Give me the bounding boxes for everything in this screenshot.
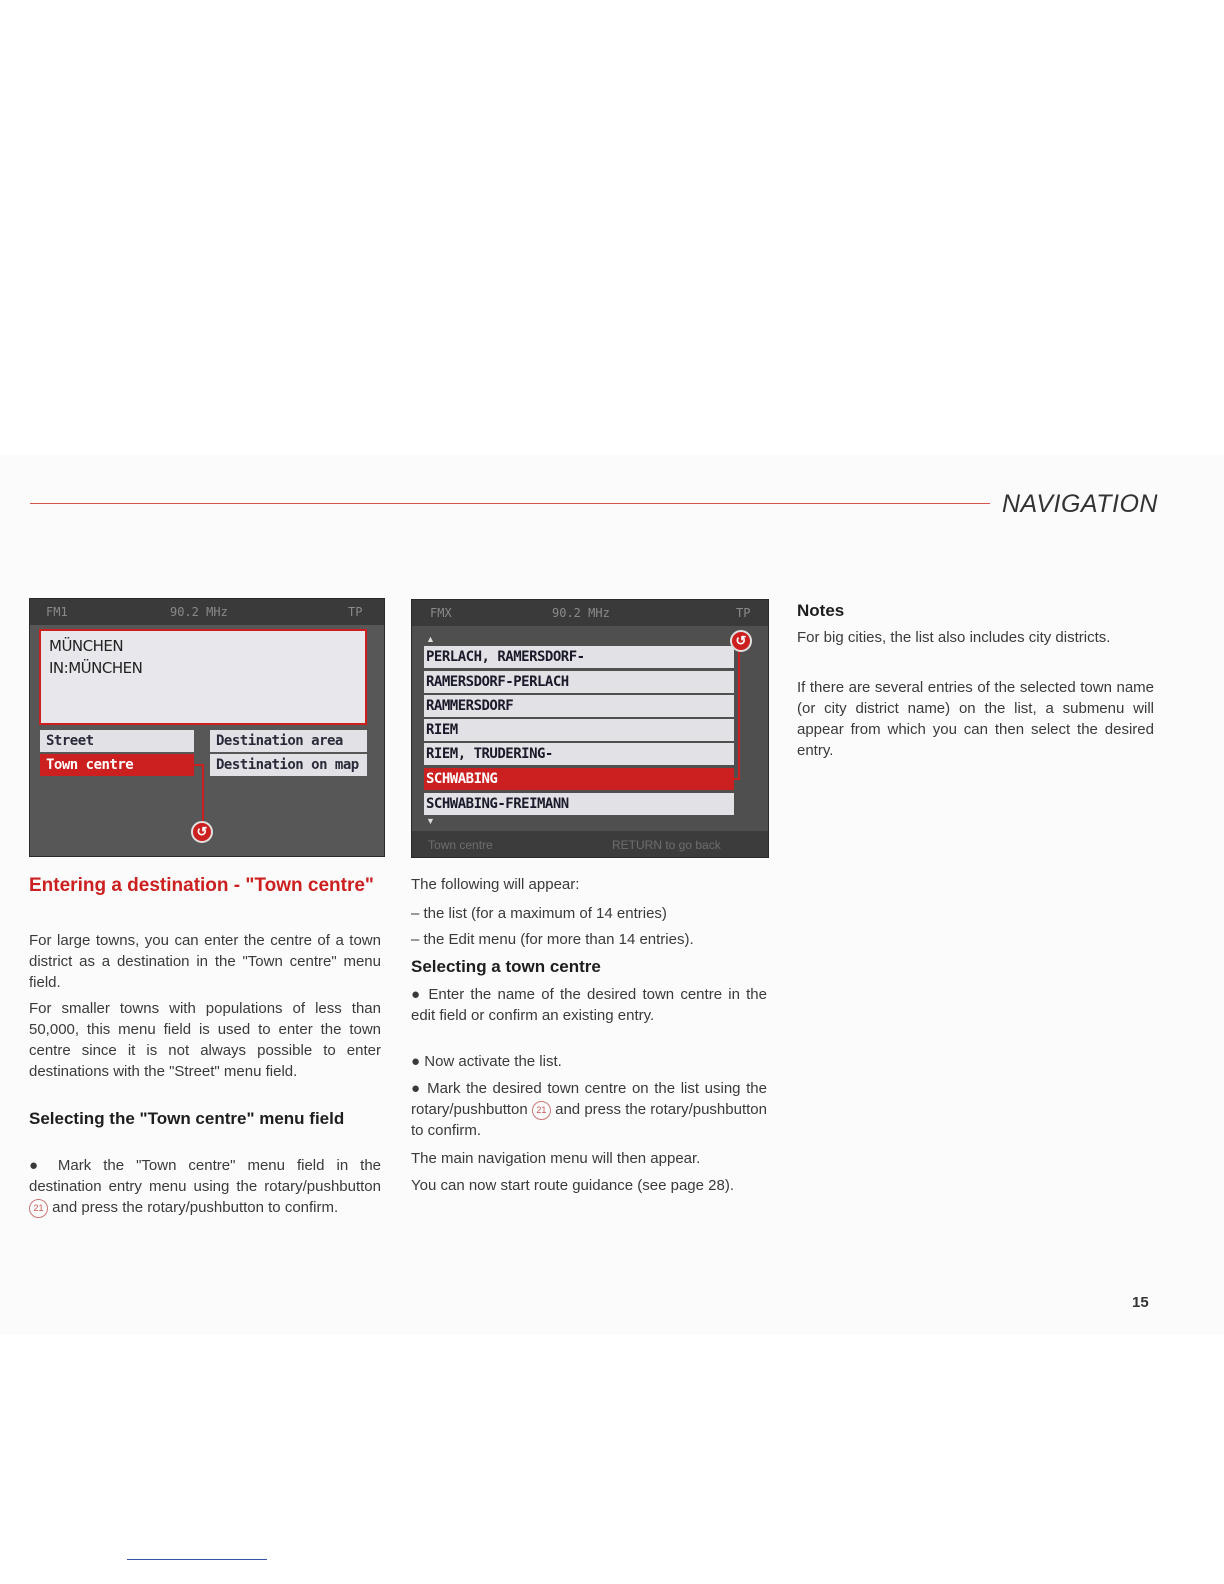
tp-label: TP xyxy=(736,606,751,620)
column2-paragraph-2: You can now start route guidance (see page 28). xyxy=(411,1177,734,1194)
list-item[interactable]: RAMERSDORF-PERLACH xyxy=(424,671,734,693)
screen-destination-menu xyxy=(29,598,385,857)
page-number: 15 xyxy=(1132,1294,1149,1311)
column1-paragraph-2: For smaller towns with populations of less than 50,000, this menu field is used to enter the town centre since it is not always possible to enter destinations with the "Street" menu field. xyxy=(29,1000,381,1080)
connector-line xyxy=(738,650,740,780)
rotary-knob-icon: ↺ xyxy=(191,821,213,843)
band-label: FM1 xyxy=(46,605,68,619)
footer-left-label: Town centre xyxy=(428,838,493,852)
notes-paragraph-2: If there are several entries of the selected town name (or city district name) on the list, a submenu will appear from which you can then select the desired entry. xyxy=(797,679,1154,759)
status-bar xyxy=(412,600,768,626)
column2-dash-2: – the Edit menu (for more than 14 entries). xyxy=(411,931,694,948)
column2-intro: The following will appear: xyxy=(411,876,580,893)
rotary-button-ref-icon: 21 xyxy=(29,1199,48,1218)
connector-line xyxy=(202,764,204,826)
column2-paragraph-1: The main navigation menu will then appear. xyxy=(411,1150,701,1167)
band-label: FMX xyxy=(430,606,452,620)
edit-line-town: MÜNCHEN xyxy=(49,637,124,655)
rotary-button-ref-icon: 21 xyxy=(532,1101,551,1120)
list-item[interactable]: PERLACH, RAMERSDORF- xyxy=(424,646,734,668)
tp-label: TP xyxy=(348,605,363,619)
bullet-text: Now activate the list. xyxy=(424,1053,562,1070)
status-bar xyxy=(30,599,384,625)
footer-right-label: RETURN to go back xyxy=(612,838,721,852)
bullet-text-b: and press the rotary/pushbutton to confirm. xyxy=(52,1199,339,1216)
screen-footer xyxy=(412,831,768,857)
scroll-up-icon[interactable]: ▲ xyxy=(426,634,435,644)
menu-town-centre[interactable]: Town centre xyxy=(40,754,194,776)
bottom-rule xyxy=(127,1559,267,1560)
menu-destination-on-map[interactable]: Destination on map xyxy=(210,754,367,776)
header-rule xyxy=(30,503,990,504)
edit-line-district: IN:MÜNCHEN xyxy=(49,659,143,677)
column2-bullet-2: ● Now activate the list. xyxy=(411,1053,562,1070)
edit-field[interactable] xyxy=(39,629,367,725)
column1-paragraph-1: For large towns, you can enter the centre of a town district as a destination in the "Town centre" menu field. xyxy=(29,932,381,991)
list-item-selected[interactable]: SCHWABING xyxy=(424,768,734,790)
column2-bullet-1: ● Enter the name of the desired town centre in the edit field or confirm an existing entry. xyxy=(411,986,767,1024)
list-item[interactable]: RIEM xyxy=(424,719,734,741)
column2-dash-1: – the list (for a maximum of 14 entries) xyxy=(411,905,667,922)
notes-heading: Notes xyxy=(797,601,845,620)
frequency-label: 90.2 MHz xyxy=(552,606,610,620)
bullet-text-a: Mark the "Town centre" menu field in the destination entry menu using the rotary/pushbutton xyxy=(29,1157,382,1195)
bullet-text-a: Mark the desired town centre on the list using the rotary/pushbutton xyxy=(411,1080,767,1118)
list-item[interactable]: RAMMERSDORF xyxy=(424,695,734,717)
screen-town-list xyxy=(411,599,769,858)
column2-bullet-3: ● Mark the desired town centre on the list using the rotary/pushbutton 21 and press the rotary/pushbutton to confirm. xyxy=(411,1080,767,1139)
menu-street[interactable]: Street xyxy=(40,730,194,752)
list-item[interactable]: RIEM, TRUDERING- xyxy=(424,743,734,765)
connector-line xyxy=(194,764,202,766)
notes-paragraph-1: For big cities, the list also includes city districts. xyxy=(797,629,1111,646)
bullet-text: Enter the name of the desired town centre in the edit field or confirm an existing entry. xyxy=(411,986,767,1024)
frequency-label: 90.2 MHz xyxy=(170,605,228,619)
column2-subheading: Selecting a town centre xyxy=(411,957,601,976)
menu-destination-area[interactable]: Destination area xyxy=(210,730,367,752)
rotary-knob-icon: ↺ xyxy=(730,630,752,652)
bullet-text-b: and press the rotary/pushbutton to confirm. xyxy=(411,1101,767,1139)
scroll-down-icon[interactable]: ▼ xyxy=(426,816,435,826)
column1-title: Entering a destination - "Town centre" xyxy=(29,875,374,896)
column1-bullet: ● Mark the "Town centre" menu field in the destination entry menu using the rotary/pushbutton 21 and press the rotary/pushbutton to confirm. xyxy=(29,1157,382,1216)
column1-subheading: Selecting the "Town centre" menu field xyxy=(29,1109,345,1128)
section-title: NAVIGATION xyxy=(1002,490,1158,518)
list-item[interactable]: SCHWABING-FREIMANN xyxy=(424,793,734,815)
